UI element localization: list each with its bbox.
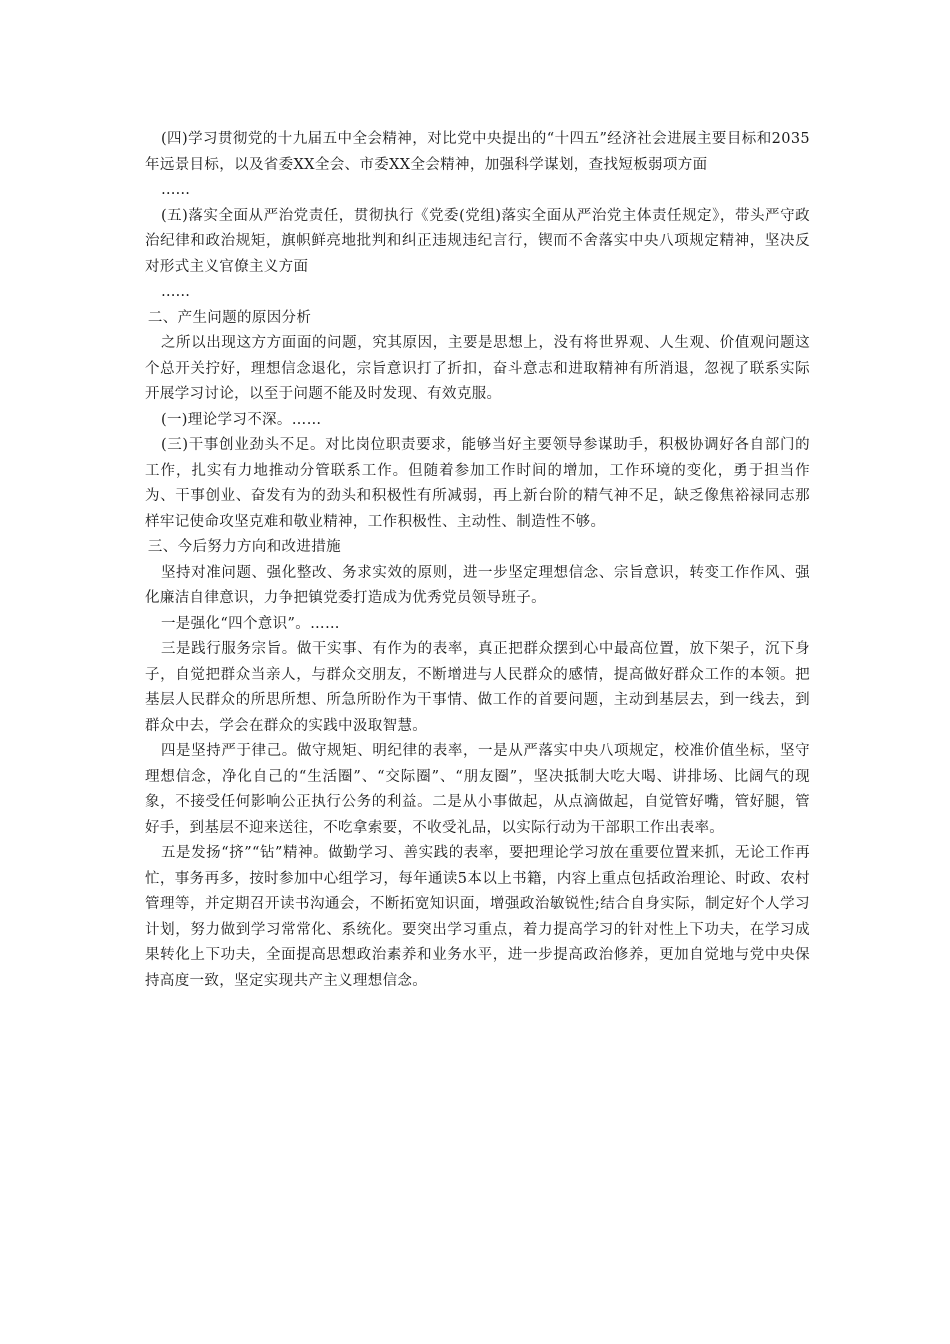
- paragraph-section-4: (四)学习贯彻党的十九届五中全会精神，对比党中央提出的“十四五”经济社会进展主要目标和2035年远景目标，以及省委XX全会、市委XX全会精神，加强科学谋划，查找短板弱项方面: [145, 131, 810, 173]
- heading-improvement: 三、今后努力方向和改进措施: [147, 539, 341, 555]
- paragraph-cause-intro: 之所以出现这方方面面的问题，究其原因，主要是思想上，没有将世界观、人生观、价值观问题这个总开关拧好，理想信念退化，宗旨意识打了折扣，奋斗意志和进取精神有所消退，忽视了联系实际开展学习讨论，以至于问题不能及时发现、有效克服。: [145, 335, 810, 402]
- heading-cause-analysis: 二、产生问题的原因分析: [147, 309, 312, 326]
- paragraph-service: 三是践行服务宗旨。做干实事、有作为的表率，真正把群众摆到心中最高位置，放下架子，沉下身子，自觉把群众当亲人，与群众交朋友，不断增进与人民群众的感情，提高做好群众工作的本领。把基层人民群众的所思所想、所急所盼作为干事情、做工作的首要问题，主动到基层去，到一线去，到群众中去，学会在群众的实践中汲取智慧。: [145, 641, 810, 734]
- paragraph-section-5: (五)落实全面从严治党责任，贯彻执行《党委(党组)落实全面从严治党主体责任规定》，带头严守政治纪律和政治规矩，旗帜鲜亮地批判和纠正违规违纪言行，锲而不舍落实中央八项规定精神，坚决反对形式主义官僚主义方面: [145, 207, 810, 275]
- document-body: [145, 127, 810, 994]
- ellipsis-2: ……: [160, 284, 190, 300]
- ellipsis-1: ……: [160, 182, 190, 198]
- paragraph-four-awareness: 一是强化“四个意识”。……: [160, 615, 340, 632]
- paragraph-self-discipline: 四是坚持严于律己。做守规矩、明纪律的表率，一是从严落实中央八项规定，校准价值坐标，坚守理想信念，净化自己的“生活圈”、“交际圈”、“朋友圈”，坚决抵制大吃大喝、讲排场、比阔气的现象，不接受任何影响公正执行公务的利益。二是从小事做起，从点滴做起，自觉管好嘴，管好腿，管好手，到基层不迎来送往，不吃拿索要，不收受礼品，以实际行动为干部职工作出表率。: [145, 743, 810, 836]
- paragraph-work-drive: (三)干事创业劲头不足。对比岗位职责要求，能够当好主要领导参谋助手，积极协调好各自部门的工作，扎实有力地推动分管联系工作。但随着参加工作时间的增加，工作环境的变化，勇于担当作为、干事创业、奋发有为的劲头和积极性有所减弱，再上新台阶的精气神不足，缺乏像焦裕禄同志那样牢记使命攻坚克难和敬业精神，工作积极性、主动性、制造性不够。: [145, 437, 810, 530]
- paragraph-study-spirit: 五是发扬“挤”“钻”精神。做勤学习、善实践的表率，要把理论学习放在重要位置来抓，无论工作再忙，事务再多，按时参加中心组学习，每年通读5本以上书籍，内容上重点包括政治理论、时政、农村管理等，并定期召开读书沟通会，不断拓宽知识面，增强政治敏锐性;结合自身实际，制定好个人学习计划，努力做到学习常常化、系统化。要突出学习重点，着力提高学习的针对性上下功夫，在学习成果转化上下功夫，全面提高思想政治素养和业务水平，进一步提高政治修养，更加自觉地与党中央保持高度一致，坚定实现共产主义理想信念。: [145, 845, 810, 989]
- paragraph-improvement-intro: 坚持对准问题、强化整改、务求实效的原则，进一步坚定理想信念、宗旨意识，转变工作作风、强化廉洁自律意识，力争把镇党委打造成为优秀党员领导班子。: [145, 564, 810, 606]
- paragraph-theory-study: (一)理论学习不深。……: [160, 411, 322, 428]
